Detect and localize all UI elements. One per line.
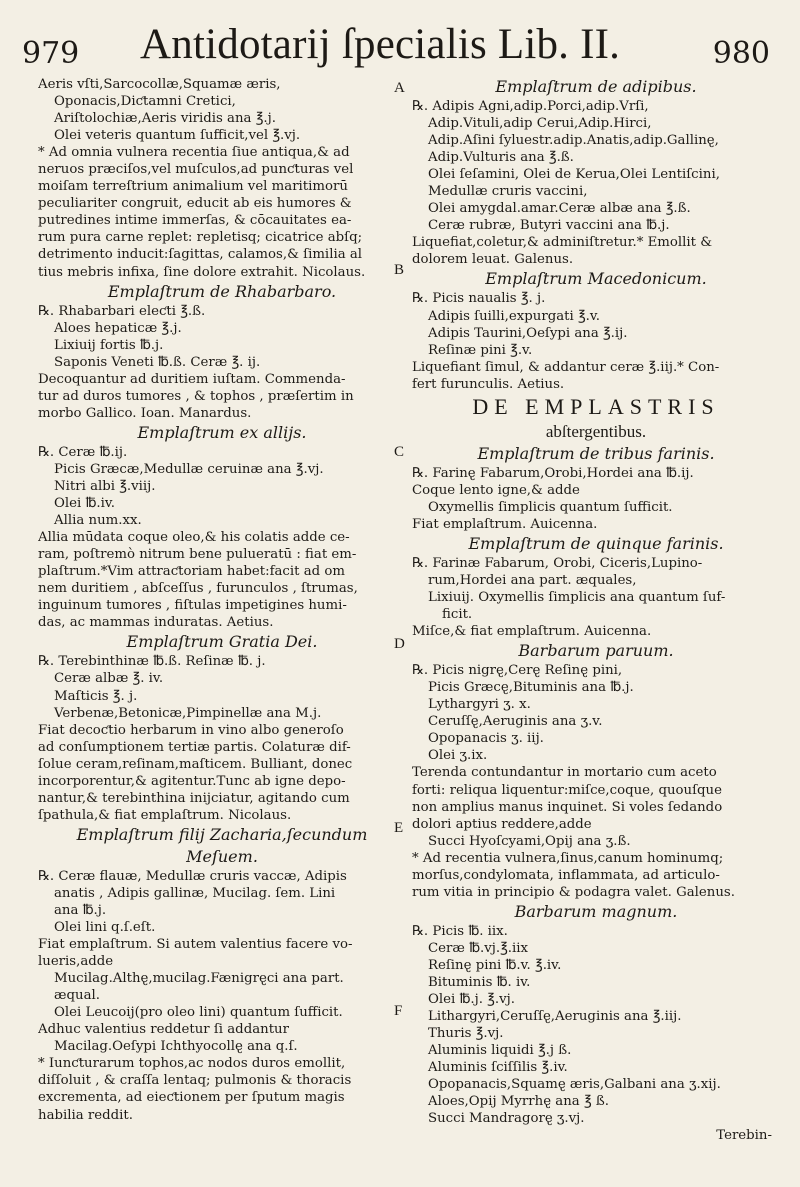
text-line: Thuris ℥.vj. xyxy=(428,1026,504,1042)
section-heading: DE EMPLASTRIS xyxy=(472,393,720,419)
page-number-left: 979 xyxy=(22,36,80,71)
text-line: forti: reliqua liquentur:miſce,coque, quouſque xyxy=(412,782,722,798)
text-line: Olei veteris quantum ſufficit,vel ℥.vj. xyxy=(54,128,301,144)
text-line: Verbenæ,Betonicæ,Pimpinellæ ana M.j. xyxy=(54,705,322,721)
text-line: ad conſumptionem tertiæ partis. Colaturæ dif- xyxy=(38,739,351,755)
text-line: Fiat decoƈtio herbarum in vino albo generoſo xyxy=(38,722,344,738)
text-line: Lixiuij. Oxymellis ſimplicis ana quantum ſuf- xyxy=(428,590,726,606)
text-line: Olei lini q.ſ.eſt. xyxy=(54,920,156,936)
text-line: Olei ſeſamini, Olei de Kerua,Olei Lentiſcini, xyxy=(428,167,720,183)
text-line: rum,Hordei ana part. æquales, xyxy=(428,572,637,588)
page-number-right: 980 xyxy=(712,36,770,71)
text-line: Olei Leucoij(pro oleo lini) quantum ſufficit. xyxy=(54,1005,343,1021)
text-line: ℞. Rhabarbari eleƈti ℥.ß. xyxy=(38,303,206,319)
text-line: Coque lento igne,& adde xyxy=(412,482,580,498)
running-title: Antidotarij ſpecialis Lib. II. xyxy=(140,21,621,68)
text-line: ℞. Farine̢ Fabarum,Orobi,Hordei ana ℔.ij. xyxy=(412,465,694,481)
text-line: * Ad recentia vulnera,ſinus,canum hominumq; xyxy=(412,850,724,866)
text-line: Fiat emplaſtrum. Si autem valentius facere vo- xyxy=(38,937,353,953)
text-line: dolori aptius reddere,adde xyxy=(412,816,592,832)
text-line: neruos præciſos,vel muſculos,ad punƈturas vel xyxy=(38,162,354,178)
text-line: morbo Gallico. Ioan. Manardus. xyxy=(38,405,252,421)
text-line: ℞. Adipis Agni,adip.Porci,adip.Vrſi, xyxy=(412,99,649,114)
text-line: nem duritiem , abſceſſus , furunculos , ſtrumas, xyxy=(38,581,358,597)
text-line: Olei ʒ.ix. xyxy=(428,748,488,764)
text-line: Allia num.xx. xyxy=(54,513,142,529)
text-line: Ceræ ℔.vj.℥.iix xyxy=(428,940,528,956)
text-line: plaſtrum.*Vim attraƈtoriam habet:facit ad om xyxy=(38,564,345,580)
text-line: Opopanacis ʒ. iij. xyxy=(428,731,544,747)
text-line: Mucilag.Althe̢,mucilag.Fænigre̢ci ana part. xyxy=(54,971,344,987)
text-line: habilia reddit. xyxy=(38,1107,133,1123)
text-line: Saponis Veneti ℔.ß. Ceræ ℥. ij. xyxy=(54,354,261,370)
text-line: Olei ℔.j. ℥.vj. xyxy=(428,992,515,1008)
text-line: inguinum tumores , fiſtulas impetigines humi- xyxy=(38,598,347,614)
text-line: Bituminis ℔. iv. xyxy=(428,974,531,990)
text-line: non amplius manus inquinet. Si voles ſedando xyxy=(412,799,723,815)
text-line: æqual. xyxy=(54,988,100,1004)
text-line: ℞. Farinæ Fabarum, Orobi, Ciceris,Lupino- xyxy=(412,555,703,571)
text-line: Succi Mandragore̢ ʒ.vj. xyxy=(428,1111,585,1127)
text-line: ℞. Picis ℔. iix. xyxy=(412,923,508,939)
text-line: Medullæ cruris vaccini, xyxy=(428,184,588,200)
text-line: fert furunculis. Aetius. xyxy=(412,376,565,392)
text-line: nantur,& terebinthina inijciatur, agitando cum xyxy=(38,790,350,806)
text-line: diſſoluit , & craſſa lentaq; pulmonis & thoracis xyxy=(38,1073,352,1089)
text-line: Liquefiat,coletur,& adminiſtretur.* Emollit & xyxy=(412,235,713,251)
section-marker-b: B xyxy=(394,262,405,278)
text-line: Decoquantur ad duritiem iuſtam. Commenda- xyxy=(38,371,346,387)
text-line: Opopanacis,Squame̢ æris,Galbani ana ʒ.xij. xyxy=(428,1077,721,1093)
section-marker-c: C xyxy=(394,444,405,460)
text-line: rum pura carne replet: repletisq; cicatrice abſq; xyxy=(38,230,363,246)
text-line: Aluminis liquidi ℥.j ß. xyxy=(428,1043,572,1059)
text-line: Adipis Taurini,Oeſypi ana ℥.ij. xyxy=(428,325,628,341)
text-line: ℞. Picis naualis ℥. j. xyxy=(412,291,546,307)
text-line: Picis Græce̢,Bituminis ana ℔.j. xyxy=(428,680,634,696)
section-heading: Barbarum magnum. xyxy=(514,901,678,921)
text-line: Miſce,& fiat emplaſtrum. Auicenna. xyxy=(412,624,652,640)
text-line: Reſine̢ pini ℔.v. ℥.iv. xyxy=(428,957,562,973)
running-header xyxy=(0,14,800,74)
text-line: Liquefiant ſimul, & addantur ceræ ℥.iij.* Con- xyxy=(412,359,720,375)
text-line: ficit. xyxy=(442,607,473,623)
section-heading: Emplaſtrum filij Zacharia,ſecundum xyxy=(76,824,368,844)
text-line: Oponacis,Diƈtamni Cretici, xyxy=(54,94,236,110)
section-marker-f: F xyxy=(394,1003,403,1019)
text-line: Lythargyri ʒ. x. xyxy=(428,697,531,713)
text-line: putredines intime immerſas, & cōcauitates ea- xyxy=(38,213,352,229)
text-line: * Ad omnia vulnera recentia ſiue antiqua,& ad xyxy=(38,145,350,161)
text-line: Succi Hyoſcyami,Opij ana ʒ.ß. xyxy=(428,833,631,849)
text-line: tur ad duros tumores , & tophos , præſertim in xyxy=(38,388,354,404)
section-heading: Emplaſtrum de Rhabarbaro. xyxy=(107,281,337,301)
text-line: ℞. Ceræ flauæ, Medullæ cruris vaccæ, Adipis xyxy=(38,868,347,884)
text-line: ℞. Picis nigre̢,Cere̢ Reſine̢ pini, xyxy=(412,663,623,679)
text-line: Adip.Aſini ſyluestr.adip.Anatis,adip.Galline̢, xyxy=(428,133,719,149)
text-line: detrimento inducit:ſagittas, calamos,& ſimilia al xyxy=(38,247,363,263)
text-line: Reſinæ pini ℥.v. xyxy=(428,342,533,358)
text-line: Oxymellis ſimplicis quantum ſufficit. xyxy=(428,499,673,515)
text-line: Fiat emplaſtrum. Auicenna. xyxy=(412,516,598,532)
section-heading: Emplaſtrum de adipibus. xyxy=(495,77,697,96)
section-heading: Emplaſtrum ex allijs. xyxy=(137,422,307,442)
text-line: Ceræ albæ ℥. iv. xyxy=(54,671,164,687)
section-heading: abſtergentibus. xyxy=(545,421,647,441)
section-heading: Emplaſtrum de tribus farinis. xyxy=(477,443,715,463)
right-text-column xyxy=(412,76,780,1144)
left-text-column xyxy=(38,76,406,1124)
text-line: Maſticis ℥. j. xyxy=(54,688,138,704)
section-heading: Emplaſtrum Gratia Dei. xyxy=(126,632,318,652)
text-line: moiſam terreſtrium animalium vel maritimorū xyxy=(38,179,348,195)
text-line: Allia mūdata coque oleo,& his colatis adde ce- xyxy=(38,530,350,546)
text-line: Aeris vſti,Sarcocollæ,Squamæ æris, xyxy=(38,77,281,92)
text-line: Macilag.Oeſypi Ichthyocolle̢ ana q.ſ. xyxy=(54,1039,298,1055)
section-heading: Emplaſtrum Macedonicum. xyxy=(485,269,707,289)
text-line: ℞. Terebinthinæ ℔.ß. Reſinæ ℔. j. xyxy=(38,654,266,670)
text-line: Nitri albi ℥.viij. xyxy=(54,478,156,494)
text-line: ana ℔.j. xyxy=(54,902,107,918)
text-line: morſus,condylomata, inflammata, ad articulo- xyxy=(412,867,720,883)
text-line: ſolue ceram,reſinam,maſticem. Bulliant, donec xyxy=(38,756,353,772)
text-line: Adip.Vulturis ana ℥.ß. xyxy=(428,150,574,166)
section-marker-e: E xyxy=(394,820,404,836)
text-line: das, ac mammas induratas. Aetius. xyxy=(38,615,274,631)
text-line: incorporentur,& agitentur.Tunc ab igne depo- xyxy=(38,773,346,789)
text-line: lueris,adde xyxy=(38,954,114,970)
text-line: Picis Græcæ,Medullæ ceruinæ ana ℥.vj. xyxy=(54,461,324,477)
text-line: Aloes hepaticæ ℥.j. xyxy=(54,320,182,336)
section-marker-a: A xyxy=(394,80,405,96)
text-line: Ariſtolochiæ,Aeris viridis ana ℥.j. xyxy=(54,111,276,127)
text-line: Adipis ſuilli,expurgati ℥.v. xyxy=(428,308,601,324)
text-line: ℞. Ceræ ℔.ij. xyxy=(38,444,128,460)
text-line: Lixiuij fortis ℔.j. xyxy=(54,337,164,353)
text-line: Ceræ rubræ, Butyri vaccini ana ℔.j. xyxy=(428,218,670,234)
section-heading: Barbarum paruum. xyxy=(518,641,674,661)
text-line: dolorem leuat. Galenus. xyxy=(412,252,574,268)
text-line: rum vitia in principio & podagra valet. Galenus. xyxy=(412,884,735,900)
text-line: ſpathula,& fiat emplaſtrum. Nicolaus. xyxy=(38,807,292,823)
text-line: tius mebris infixa, ſine dolore extrahit. Nicolaus. xyxy=(38,264,366,280)
section-heading: Emplaſtrum de quinque farinis. xyxy=(468,533,724,553)
text-line: ram, poſtremò nitrum bene pulueratū : fiat em- xyxy=(38,547,357,563)
catchword: Terebin- xyxy=(716,1128,772,1144)
text-line: * Iunƈturarum tophos,ac nodos duros emollit, xyxy=(38,1056,346,1072)
text-line: Ceruſſe̢,Aeruginis ana ʒ.v. xyxy=(428,714,603,730)
text-line: Lithargyri,Ceruſſe̢,Aeruginis ana ℥.iij. xyxy=(428,1009,682,1025)
text-line: excrementa, ad eieƈtionem per ſputum magis xyxy=(38,1090,345,1106)
section-heading: Meſuem. xyxy=(186,846,258,866)
text-line: Aluminis ſciſſilis ℥.iv. xyxy=(428,1060,568,1076)
text-line: Olei ℔.iv. xyxy=(54,496,116,512)
text-line: Aloes,Opij Myrrhe̢ ana ℥ ß. xyxy=(428,1094,609,1110)
text-line: Olei amygdal.amar.Ceræ albæ ana ℥.ß. xyxy=(428,201,691,217)
text-line: Adip.Vituli,adip Cerui,Adip.Hirci, xyxy=(428,116,652,132)
text-line: Terenda contundantur in mortario cum aceto xyxy=(412,765,717,781)
text-line: peculiariter congruit, educit ab eis humores & xyxy=(38,196,352,212)
section-marker-d: D xyxy=(394,636,405,652)
text-line: anatis , Adipis gallinæ, Mucilag. ſem. Lini xyxy=(54,885,336,901)
text-line: Adhuc valentius reddetur ſi addantur xyxy=(38,1022,289,1038)
